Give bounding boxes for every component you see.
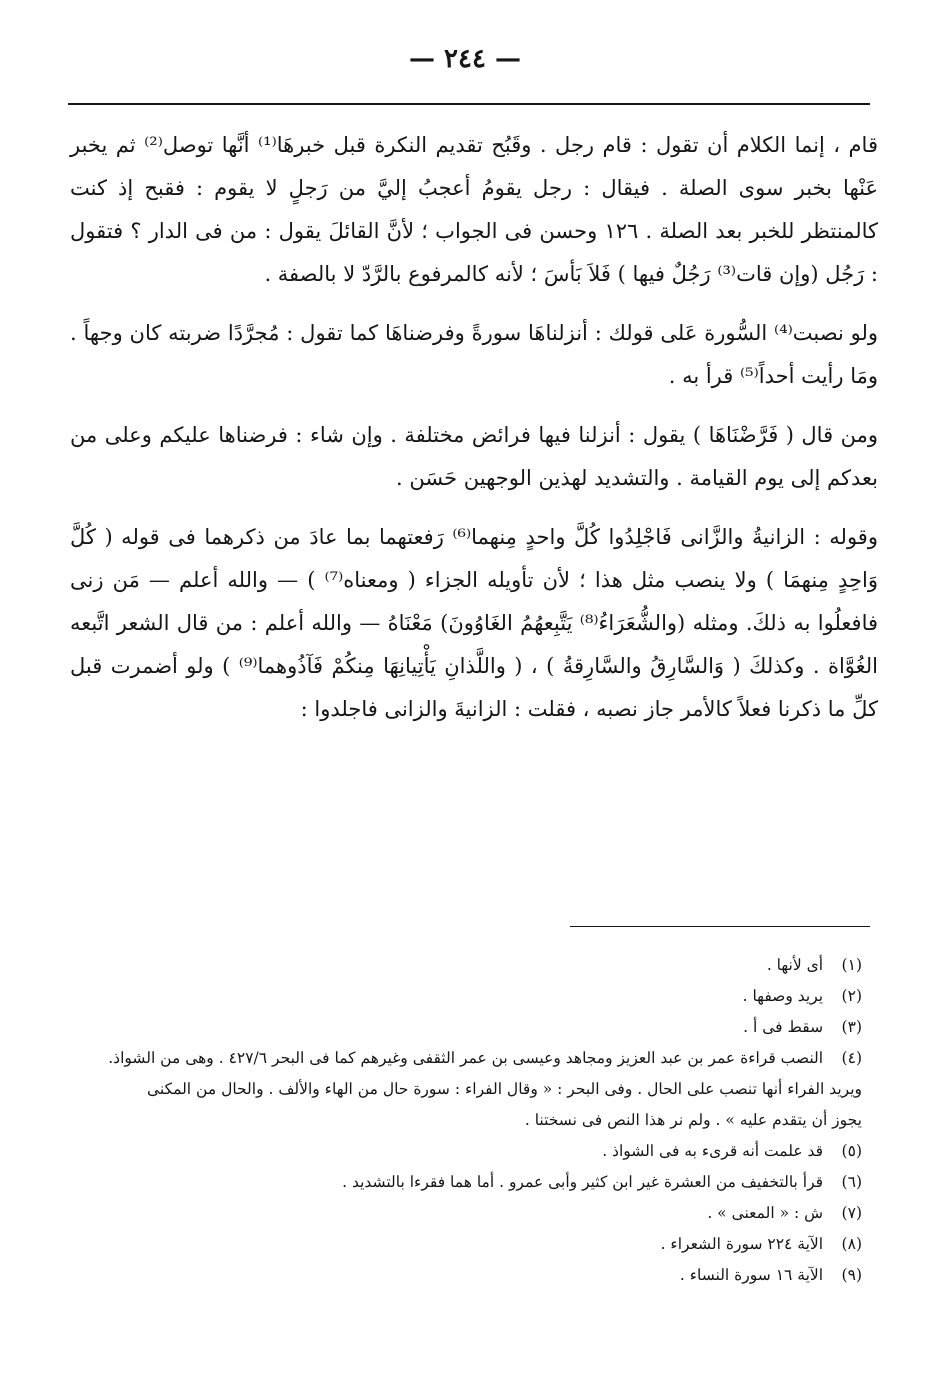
footnote: [72, 1043, 862, 1074]
footnote-text: ش : « المعنى » .: [707, 1204, 824, 1222]
footnote: [72, 981, 862, 1012]
footnote: [72, 1136, 862, 1167]
footnote-text: الآية ٢٢٤ سورة الشعراء .: [660, 1235, 824, 1253]
header-rule: [68, 103, 870, 105]
footnote-continuation: ويريد الفراء أنها تنصب على الحال . وفى البحر : « وقال الفراء : سورة حال من الهاء والألف . والحال من المكنى: [146, 1080, 862, 1098]
footnote-text: قد علمت أنه قرىء به فى الشواذ .: [602, 1142, 824, 1160]
footnote: [72, 1012, 862, 1043]
footnote-text: الآية ١٦ سورة النساء .: [679, 1266, 824, 1284]
footnote-number: (٢): [841, 987, 862, 1005]
paragraph: قام ، إنما الكلام أن تقول : قام رجل . وقَبُح تقديم النكرة قبل خبرهَا⁽¹⁾ أنَّها توصل⁽²⁾ ثم يخبر عَنْها بخبر سوى الصلة . فيقال : رجل يقومُ أعجبُ إليَّ من رَجلٍ لا يقوم : فقبح إذ كنت كالمنتظر للخبر بعد الصلة . ١٢٦ وحسن فى الجواب ؛ لأنَّ القائلَ يقول : من فى الدار ؟ فتقول : رَجُل (وإن قات⁽³⁾ رَجُلٌ فيها ) فَلاَ بَأسَ ؛ لأنه كالمرفوع بالرَّدّ لا بالصفة .: [70, 133, 878, 286]
footnotes: [72, 950, 862, 1291]
footnote-text: يريد وصفها .: [742, 987, 824, 1005]
footnote-number: (٣): [841, 1018, 862, 1036]
footnote: [72, 1167, 862, 1198]
footnote-text: أى لأنها .: [766, 956, 824, 974]
main-text: [70, 124, 878, 731]
footnote: [72, 950, 862, 981]
paragraph: ولو نصبت⁽⁴⁾ السُّورة عَلى قولك : أنزلناهَا سورةً وفرضناهَا كما تقول : مُجرَّدًا ضربته كان وجهاً . ومَا رأيت أحداً⁽⁵⁾ قرأ به .: [70, 321, 879, 388]
footnote-number: (١): [841, 956, 862, 974]
footnote-number: (٨): [841, 1235, 862, 1253]
footnote-number: (٧): [841, 1204, 862, 1222]
footnote-number: (٤): [841, 1049, 862, 1067]
footnote: [72, 1229, 862, 1260]
footnote-number: (٦): [841, 1173, 862, 1191]
footnote-number: (٩): [841, 1266, 862, 1284]
page-number: — ٢٤٤ —: [408, 44, 522, 74]
footnote-text: قرأ بالتخفيف من العشرة غير ابن كثير وأبى عمرو . أما هما فقرءا بالتشديد .: [342, 1173, 824, 1191]
footnote-text: سقط فى أ .: [743, 1018, 824, 1036]
footnote-continuation: يجوز أن يتقدم عليه » . ولم نر هذا النص فى نسختنا .: [524, 1111, 862, 1129]
footnote: [72, 1198, 862, 1229]
paragraph: ومن قال ( فَرَّضْنَاهَا ) يقول : أنزلنا فيها فرائض مختلفة . وإن شاء : فرضناها عليكم وعلى من بعدكم إلى يوم القيامة . والتشديد لهذين الوجهين حَسَن .: [70, 423, 878, 490]
footnote-number: (٥): [841, 1142, 862, 1160]
footnote: [72, 1260, 862, 1291]
paragraph: وقوله : الزانيةُ والزَّانى فَاجْلِدُوا كُلَّ واحدٍ مِنهما⁽⁶⁾ رَفعتهما بما عادَ من ذكرهما فى قوله ( كُلَّ وَاحِدٍ مِنهمَا ) ولا ينصب مثل هذا ؛ لأن تأويله الجزاء ( ومعناه⁽⁷⁾ ) — والله أعلم — مَن زنى فافعلُوا به ذلكَ. ومثله (والشُّعَرَاءُ⁽⁸⁾ يَتَّبِعهُمُ الغَاوُونَ) مَعْنَاهُ — والله أعلم : من قال الشعر اتَّبعه الغُوَّاة . وكذلكَ ( وَالسَّارِقُ والسَّارِقةُ ) ، ( واللَّذانِ يَأْتِيانِهَا مِنكُمْ فَآذُوهما⁽⁹⁾ ) ولو أضمرت قبل كلِّ ما ذكرنا فعلاً كالأمر جاز نصبه ، فقلت : الزانيةَ والزانى فاجلدوا :: [70, 525, 879, 721]
footnote-rule: [570, 926, 870, 927]
footnote-text: النصب قراءة عمر بن عبد العزيز ومجاهد وعيسى بن عمر الثقفى وغيرهم كما فى البحر ٤٢٧/٦ . وهى من الشواذ.: [108, 1049, 824, 1067]
